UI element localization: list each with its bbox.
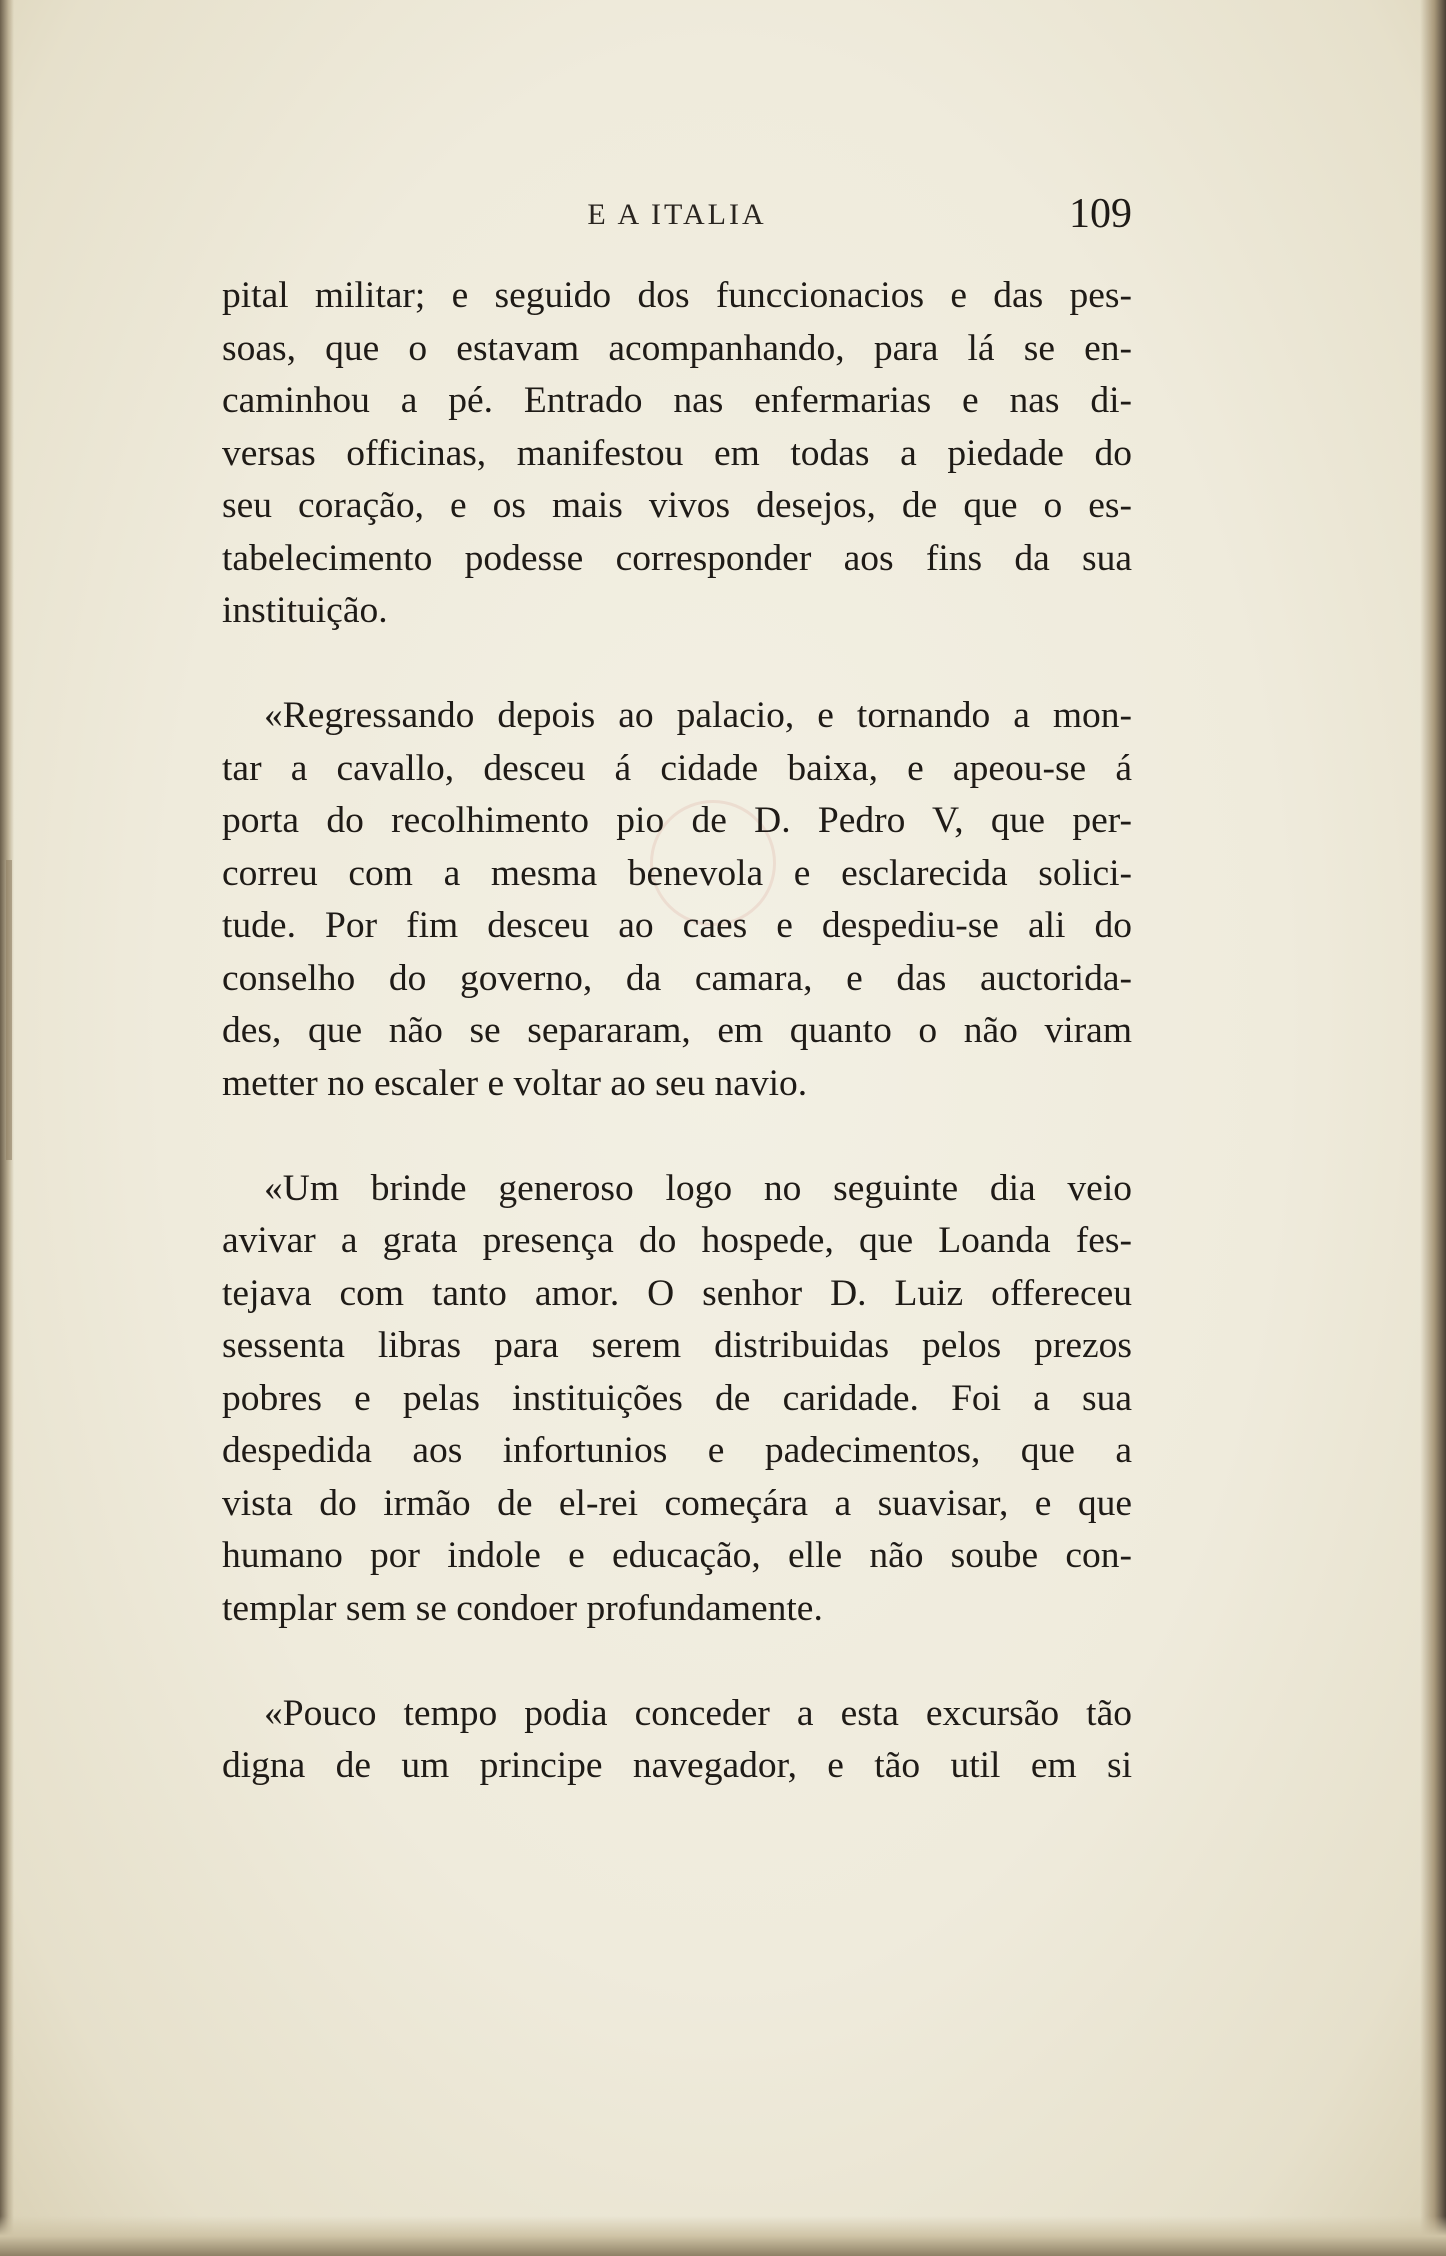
paragraph-gap <box>222 638 1132 691</box>
text-line: «Pouco tempo podia conceder a esta excursão tão <box>264 1692 1132 1734</box>
text-line: vista do irmão de el-rei começára a suavisar, e que <box>222 1482 1132 1524</box>
text-line: tejava com tanto amor. O senhor D. Luiz offereceu <box>222 1272 1132 1314</box>
page-number: 109 <box>1069 191 1132 237</box>
paragraph-gap <box>222 1110 1132 1163</box>
body-text <box>222 270 1132 1793</box>
binding-mark <box>6 860 12 1160</box>
text-line: digna de um principe navegador, e tão util em si <box>222 1745 1132 1786</box>
text-line: instituição. <box>222 590 388 631</box>
text-line: avivar a grata presença do hospede, que Loanda fes- <box>222 1220 1132 1261</box>
page-right-edge <box>1420 0 1446 2256</box>
text-line: des, que não se separaram, em quanto o não viram <box>222 1010 1132 1051</box>
running-head <box>222 190 1132 240</box>
paragraph-gap <box>222 1635 1132 1688</box>
text-line: «Um brinde generoso logo no seguinte dia veio <box>264 1167 1132 1209</box>
text-line: «Regressando depois ao palacio, e tornando a mon- <box>264 695 1132 736</box>
text-line: pital militar; e seguido dos funccionacios e das pes- <box>222 275 1132 316</box>
text-line: caminhou a pé. Entrado nas enfermarias e nas di- <box>222 380 1132 421</box>
text-line: metter no escaler e voltar ao seu navio. <box>222 1062 808 1104</box>
text-line: tabelecimento podesse corresponder aos fins da sua <box>222 537 1132 579</box>
text-line: tar a cavallo, desceu á cidade baixa, e apeou-se á <box>222 747 1132 789</box>
text-line: porta do recolhimento pio de D. Pedro V, que per- <box>222 800 1132 841</box>
text-line: correu com a mesma benevola e esclarecida solici- <box>222 852 1132 894</box>
text-line: sessenta libras para serem distribuidas pelos prezos <box>222 1325 1132 1366</box>
text-line: despedida aos infortunios e padecimentos, que a <box>222 1430 1132 1471</box>
text-line: conselho do governo, da camara, e das auctorida- <box>222 957 1132 999</box>
text-line: tude. Por fim desceu ao caes e despediu-se ali do <box>222 905 1132 946</box>
text-line: templar sem se condoer profundamente. <box>222 1587 823 1629</box>
text-line: seu coração, e os mais vivos desejos, de que o es- <box>222 485 1132 526</box>
running-title: E A ITALIA <box>587 198 767 231</box>
text-line: soas, que o estavam acompanhando, para lá se en- <box>222 327 1132 369</box>
text-line: pobres e pelas instituições de caridade. Foi a sua <box>222 1377 1132 1419</box>
text-line: versas officinas, manifestou em todas a piedade do <box>222 432 1132 474</box>
text-line: humano por indole e educação, elle não soube con- <box>222 1535 1132 1576</box>
page-bottom-edge <box>0 2216 1446 2256</box>
